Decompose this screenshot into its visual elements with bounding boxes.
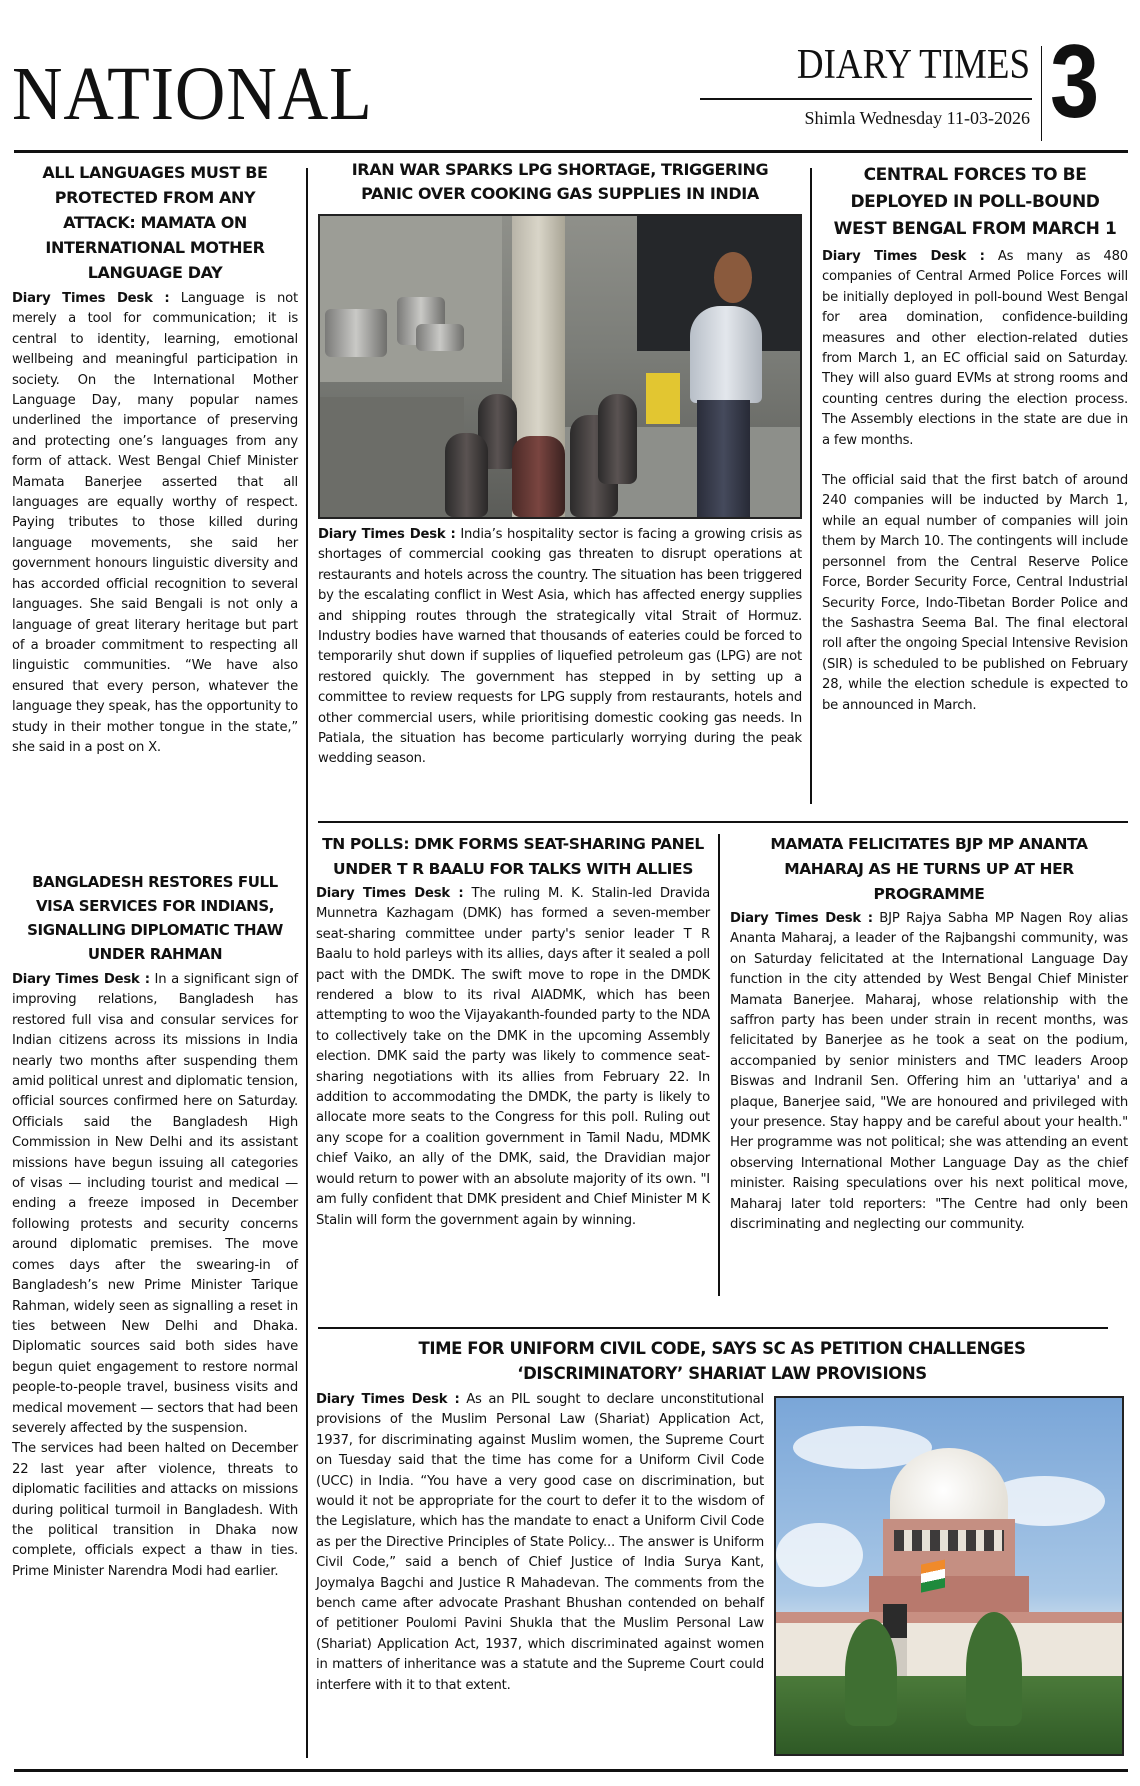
article-headline[interactable]: IRAN WAR SPARKS LPG SHORTAGE, TRIGGERING PANIC OVER COOKING GAS SUPPLIES IN INDIA (351, 160, 769, 203)
column-divider-right-top (810, 168, 812, 804)
article-headline[interactable]: CENTRAL FORCES TO BE DEPLOYED IN POLL-BOUND WEST BENGAL FROM MARCH 1 (833, 165, 1117, 239)
article-bangladesh (12, 870, 298, 1582)
article-languages (12, 160, 298, 758)
article-body (316, 1390, 764, 1756)
article-body (822, 247, 1128, 716)
article-body (318, 525, 802, 770)
byline: Diary Times Desk : (316, 1392, 460, 1407)
article-text: India’s hospitality sector is facing a growing crisis as shortages of commercial cooking gas threaten to disrupt operations at restaurants and hotels across the country. The situation has been triggered by the escalating conflict in West Asia, which has affected energy supplies and shipping routes through the strategically vital Strait of Hormuz. Industry bodies have warned that thousands of eateries could be forced to temporarily shut down if supplies of liquefied petroleum gas (LPG) are not restored quickly. The government has stepped in by setting up a committee to review requests for LPG supply from restaurants, hotels and other commercial users, while prioritising domestic cooking gas needs. In Patiala, the situation has become particularly worrying during the peak wedding season. (318, 527, 802, 767)
article-headline[interactable]: TN POLLS: DMK FORMS SEAT-SHARING PANEL UNDER T R BAALU FOR TALKS WITH ALLIES (322, 835, 704, 878)
article-lpg (318, 158, 802, 770)
section-title: NATIONAL (12, 52, 373, 136)
dateline: Shimla Wednesday 11-03-2026 (804, 108, 1030, 128)
masthead-divider (1041, 46, 1042, 141)
article-ucc (316, 1336, 1128, 1756)
page-number: 3 (1050, 24, 1100, 140)
supreme-court-photo (774, 1396, 1124, 1756)
footer-rule (14, 1769, 1128, 1772)
article-body (730, 909, 1128, 1236)
masthead-rule (14, 150, 1128, 153)
byline: Diary Times Desk : (822, 249, 985, 264)
ucc-section-rule (318, 1327, 1108, 1329)
article-headline[interactable]: ALL LANGUAGES MUST BE PROTECTED FROM ANY ATTACK: MAMATA ON INTERNATIONAL MOTHER LANGUAGE DAY (42, 163, 268, 282)
article-headline[interactable]: BANGLADESH RESTORES FULL VISA SERVICES FOR INDIANS, SIGNALLING DIPLOMATIC THAW UNDER RAHMAN (27, 873, 283, 963)
byline: Diary Times Desk : (318, 527, 456, 542)
article-text: As many as 480 companies of Central Armed Police Forces will be initially deployed in poll-bound West Bengal for area domination, confidence-building measures and other election-related duties from March 1, an EC official said on Saturday. They will also guard EVMs at strong rooms and counting centres during the election process. The Assembly elections in the state are due in a few months. (822, 249, 1128, 448)
article-central-forces (822, 162, 1128, 716)
article-tn-polls (316, 832, 710, 1231)
article-headline[interactable]: MAMATA FELICITATES BJP MP ANANTA MAHARAJ AS HE TURNS UP AT HER PROGRAMME (770, 835, 1088, 903)
article-body (12, 289, 298, 758)
byline: Diary Times Desk : (730, 911, 873, 926)
byline: Diary Times Desk : (12, 291, 170, 306)
article-text: In a significant sign of improving relations, Bangladesh has restored full visa and consular services for Indian citizens across its missions in India nearly two months after suspending them amid political unrest and diplomatic tension, official sources confirmed here on Saturday. Officials said the Bangladesh High Commission in New Delhi and its assistant missions have begun issuing all categories of visas — including tourist and medical — ending a freeze imposed in December following protests and security concerns around diplomatic premises. The move comes days after the swearing-in of Bangladesh’s new Prime Minister Tarique Rahman, widely seen as signalling a reset in ties between New Delhi and Dhaka. Diplomatic sources said both sides have begun quiet engagement to restore normal people-to-people travel, business visits and medical movement — sectors that had been severely affected by the suspension. (12, 972, 299, 1436)
mid-section-rule (318, 821, 1128, 823)
article-body (316, 884, 710, 1231)
byline: Diary Times Desk : (12, 972, 150, 987)
article-text: As an PIL sought to declare unconstitutional provisions of the Muslim Personal Law (Shariat) Application Act, 1937, for discriminating against Muslim women, the Supreme Court on Tuesday said that the time has come for a Uniform Civil Code (UCC) in India. “You have a very good case on discrimination, but would it not be appropriate for the court to defer it to the wisdom of the Legislature, which has the mandate to enact a Uniform Civil Code as per the Directive Principles of State Policy... The answer is Uniform Civil Code,” said a bench of Chief Justice of India Surya Kant, Joymalya Bagchi and Justice R Mahadevan. The comments from the bench came after advocate Prashant Bhushan contended on behalf of petitioner Poulomi Pavini Shukla that the Muslim Personal Law (Shariat) Application Act, 1937, which discriminated against women in matters of inheritance was a statute and the Supreme Court could interfere with it to that extent. (316, 1392, 764, 1693)
article-headline[interactable]: TIME FOR UNIFORM CIVIL CODE, SAYS SC AS PETITION CHALLENGES ‘DISCRIMINATORY’ SHARIAT LAW PROVISIONS (418, 1339, 1026, 1383)
article-text-continued: The services had been halted on December 22 last year after violence, threats to diplomatic facilities and attacks on missions during political turmoil in Bangladesh. With the political transition in Dhaka now complete, officials expect a thaw in ties. Prime Minister Narendra Modi had earlier. (12, 1441, 298, 1579)
article-text: Language is not merely a tool for communication; it is central to identity, learning, emotional wellbeing and meaningful participation in society. On the International Mother Language Day, many popular names underlined the importance of preserving and protecting one’s languages from any form of attack. West Bengal Chief Minister Mamata Banerjee asserted that all languages are equally worthy of respect. Paying tributes to those killed during language movements, she said her government honours linguistic diversity and has accorded official recognition to several languages. She said Bengali is not only a language of great literary heritage but part of a broader commitment to respecting all linguistic communities. “We have also ensured that every person, whatever the language they speak, has the opportunity to study in their mother tongue in the state,” she said in a post on X. (12, 291, 298, 755)
lpg-cylinders-photo (318, 214, 802, 519)
article-text: The ruling M. K. Stalin-led Dravida Munnetra Kazhagam (DMK) has formed a seven-member seat-sharing committee under party's senior leader T R Baalu to hold parleys with its allies, days after it sealed a poll pact with the DMDK. The swift move to rope in the DMDK rendered a blow to its rival AIADMK, which has been attempting to woo the Vijayakanth-founded party to the NDA to collectively take on the DMK in the upcoming Assembly election. DMK said the party was likely to commence seat-sharing negotiations with its allies from February 22. In addition to accommodating the DMDK, the party is likely to allocate more seats to the Congress for this poll. Ruling out any scope for a coalition government in Tamil Nadu, MDMK chief Vaiko, an ally of the DMK, said, the Dravidian major would return to power with an absolute majority of its own. "I am fully confident that DMK president and Chief Minister M K Stalin will form the government again by winning. (316, 886, 710, 1228)
byline: Diary Times Desk : (316, 886, 464, 901)
article-body (12, 970, 298, 1582)
article-mamata-felicitates (730, 832, 1128, 1236)
column-divider-left (306, 168, 308, 1758)
brand-underline (700, 98, 1032, 100)
article-text: BJP Rajya Sabha MP Nagen Roy alias Ananta Maharaj, a leader of the Rajbangshi community, was on Saturday felicitated at the International Language Day function in the city attended by West Bengal Chief Minister Mamata Banerjee. Maharaj, whose relationship with the saffron party has been under strain in recent months, was felicitated by Banerjee as he took a seat on the podium, accompanied by senior ministers and TMC leaders Aroop Biswas and Indranil Sen. Offering him an 'uttariya' and a plaque, Banerjee said, "We are honoured and privileged with your presence. Stay happy and be careful about your health." Her programme was not political; she was attending an event observing International Mother Language Day as the chief minister. Raising speculations over his next political move, Maharaj later told reporters: "The Centre had only been discriminating and neglecting our community. (730, 911, 1128, 1233)
column-divider-mid (718, 834, 720, 1296)
newspaper-brand: DIARY TIMES (796, 42, 1030, 88)
article-text-continued: The official said that the first batch of around 240 companies will be inducted by March 1, while an equal number of companies will join them by March 10. The contingents will include personnel from the Central Reserve Police Force, Border Security Force, Central Industrial Security Force, Indo-Tibetan Border Police and the Sashastra Seema Bal. The final electoral roll after the ongoing Special Intensive Revision (SIR) is scheduled to be published on February 28, while the election schedule is expected to be announced in March. (822, 473, 1128, 713)
